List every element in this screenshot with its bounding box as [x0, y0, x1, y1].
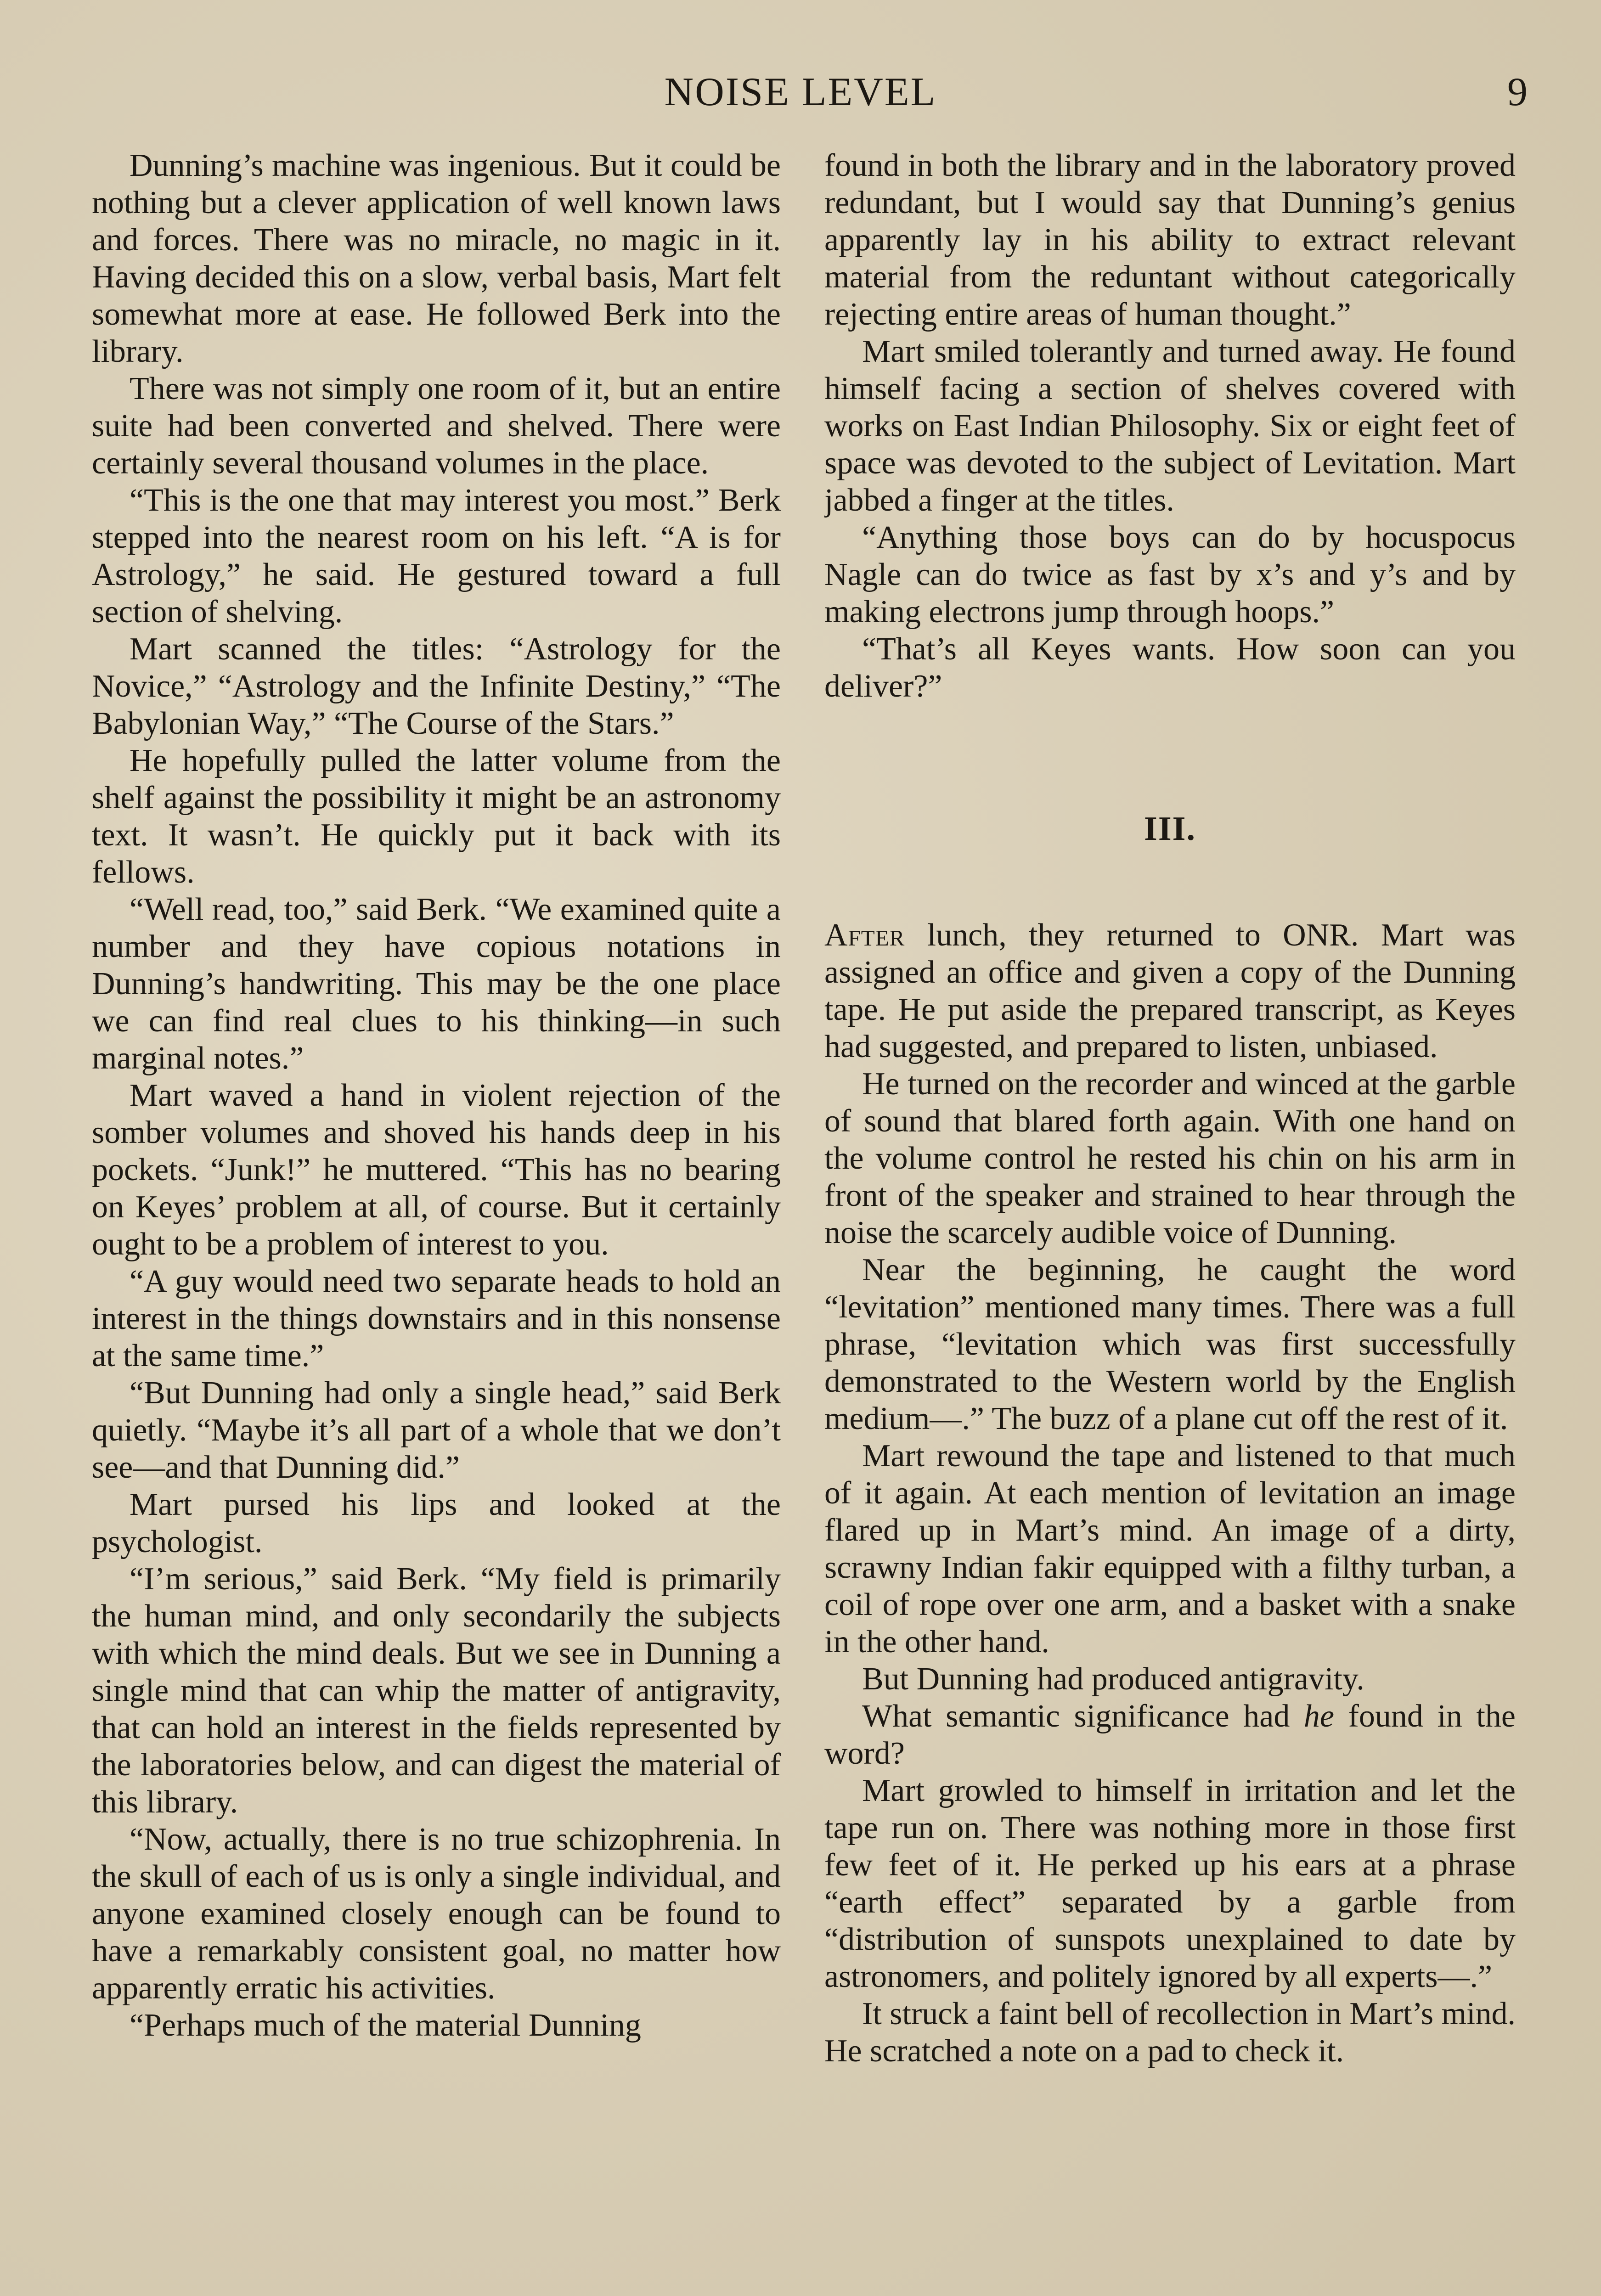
- paragraph: Mart growled to himself in irritation and let the tape run on. There was nothing more in those first few feet of it. He perked up his ears at a phrase “earth effect” separated by a garble from “distribution of sunspots unexplained to date by astronomers, and politely ignored by all experts—.”: [824, 1773, 1516, 1994]
- paragraph: Mart waved a hand in violent rejection of the somber volumes and shoved his hands deep in his pockets. “Junk!” he muttered. “This has no bearing on Keyes’ problem at all, of course. But it certainly ought to be a problem of interest to you.: [92, 1078, 781, 1262]
- paragraph: Dunning’s machine was ingenious. But it could be nothing but a clever application of well known laws and forces. There was no miracle, no magic in it. Having decided this on a slow, verbal basis, Mart felt somewhat more at ease. He followed Berk into the library.: [92, 148, 781, 369]
- running-title: NOISE LEVEL: [664, 70, 937, 114]
- section-heading: III.: [1144, 810, 1196, 848]
- paragraph: “Perhaps much of the material Dunning: [130, 2008, 641, 2043]
- paragraph: found in both the library and in the laboratory proved redundant, but I would say that Dunning’s genius apparently lay in his ability to extract relevant material from the reduntant without categorically rejecting entire areas of human thought.”: [824, 148, 1516, 332]
- paragraph: “Well read, too,” said Berk. “We examined quite a number and they have copious notations in Dunning’s handwriting. This may be the one place we can find real clues to his thinking—in such marginal notes.”: [92, 892, 781, 1076]
- paragraph: [824, 917, 1516, 1065]
- paragraph: “Anything those boys can do by hocuspocus Nagle can do twice as fast by x’s and y’s and by making electrons jump through hoops.”: [824, 520, 1516, 630]
- paragraph: It struck a faint bell of recollection in Mart’s mind. He scratched a note on a pad to check it.: [824, 1996, 1516, 2069]
- paragraph: He turned on the recorder and winced at the garble of sound that blared forth again. With one hand on the volume control he rested his chin on his arm in front of the speaker and strained to hear through the noise the scarcely audible voice of Dunning.: [824, 1066, 1516, 1250]
- paragraph-text: lunch, they returned to ONR. Mart was assigned an office and given a copy of the Dunning tape. He put aside the prepared transcript, as Keyes had suggested, and prepared to listen, unbiased.: [824, 917, 1516, 1064]
- paragraph-text: What semantic significance had: [862, 1699, 1304, 1734]
- paragraph: There was not simply one room of it, but an entire suite had been converted and shelved. There were certainly several thousand volumes in the place.: [92, 371, 781, 481]
- page-number: 9: [1507, 70, 1528, 114]
- page-header: [0, 69, 1601, 119]
- emphasis: he: [1303, 1699, 1334, 1734]
- paragraph: “Now, actually, there is no true schizophrenia. In the skull of each of us is only a single individual, and anyone examined closely enough can be found to have a remarkably consistent goal, no matter how apparently erratic his activities.: [92, 1822, 781, 2006]
- paragraph-text: found in the word?: [824, 1699, 1516, 1771]
- right-column: [824, 147, 1516, 2296]
- paragraph: He hopefully pulled the latter volume from the shelf against the possibility it might be an astronomy text. It wasn’t. He quickly put it back with its fellows.: [92, 743, 781, 890]
- paragraph: “That’s all Keyes wants. How soon can you deliver?”: [824, 631, 1516, 704]
- left-column: [92, 147, 781, 2296]
- paragraph: “A guy would need two separate heads to hold an interest in the things downstairs and in this nonsense at the same time.”: [92, 1264, 781, 1373]
- paragraph: Mart smiled tolerantly and turned away. He found himself facing a section of shelves covered with works on East Indian Philosophy. Six or eight feet of space was devoted to the subject of Levitation. Mart jabbed a finger at the titles.: [824, 334, 1516, 518]
- paragraph: “This is the one that may interest you most.” Berk stepped into the nearest room on his left. “A is for Astrology,” he said. He gestured toward a full section of shelving.: [92, 483, 781, 630]
- paragraph: But Dunning had produced antigravity.: [862, 1661, 1364, 1697]
- paragraph: [824, 1698, 1516, 1772]
- paragraph: Near the beginning, he caught the word “levitation” mentioned many times. There was a full phrase, “levitation which was first successfully demonstrated to the Western world by the English medium—.” The buzz of a plane cut off the rest of it.: [824, 1252, 1516, 1436]
- paragraph: “But Dunning had only a single head,” said Berk quietly. “Maybe it’s all part of a whole that we don’t see—and that Dunning did.”: [92, 1375, 781, 1485]
- paragraph: “I’m serious,” said Berk. “My field is primarily the human mind, and only secondarily the subjects with which the mind deals. But we see in Dunning a single mind that can whip the matter of antigravity, that can hold an interest in the fields represented by the laboratories below, and can digest the material of this library.: [92, 1561, 781, 1820]
- paragraph: Mart pursed his lips and looked at the psychologist.: [92, 1487, 781, 1559]
- paragraph: Mart scanned the titles: “Astrology for the Novice,” “Astrology and the Infinite Destiny,” “The Babylonian Way,” “The Course of the Stars.”: [92, 631, 781, 741]
- paragraph: Mart rewound the tape and listened to that much of it again. At each mention of levitation an image flared up in Mart’s mind. An image of a dirty, scrawny Indian fakir equipped with a filthy turban, a coil of rope over one arm, and a basket with a snake in the other hand.: [824, 1438, 1516, 1660]
- small-caps-lead: After: [824, 917, 905, 953]
